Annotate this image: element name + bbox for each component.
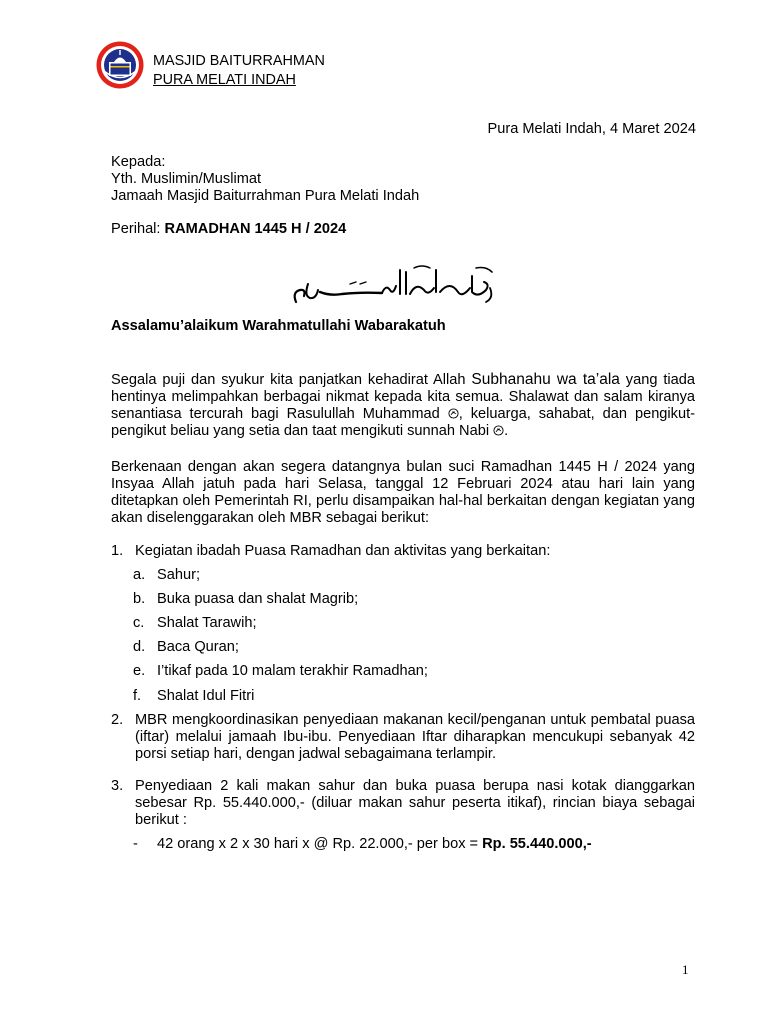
sub-item xyxy=(133,615,257,632)
cost-total: Rp. 55.440.000,- xyxy=(482,836,592,852)
mosque-logo-icon xyxy=(95,40,145,90)
sub-letter: c. xyxy=(133,615,145,631)
basmalah-calligraphy-icon xyxy=(290,262,498,306)
sub-letter: d. xyxy=(133,639,146,655)
to-line2: Jamaah Masjid Baiturrahman Pura Melati Indah xyxy=(111,188,420,204)
item-text: Kegiatan ibadah Puasa Ramadhan dan aktivitas yang berkaitan: xyxy=(135,543,551,559)
sub-text: I’tikaf pada 10 malam terakhir Ramadhan; xyxy=(157,663,428,679)
item-text: MBR mengkoordinasikan penyediaan makanan kecil/penganan untuk pembatal puasa (iftar) melalui jamaah Ibu-ibu. Penyediaan Iftar diharapkan mencukupi sebanyak 42 porsi setiap hari, dengan jadwal sebagaimana terlampir. xyxy=(135,712,695,762)
p1-subhanahu: Subhanahu wa ta’ala xyxy=(471,371,620,388)
cost-dash: - xyxy=(133,836,138,852)
sub-letter: f. xyxy=(133,688,142,704)
cost-formula: 42 orang x 2 x 30 hari x @ Rp. 22.000,- per box = xyxy=(157,836,483,852)
paragraph-1 xyxy=(111,371,695,440)
paragraph-2: Berkenaan dengan akan segera datangnya bulan suci Ramadhan 1445 H / 2024 yang Insyaa Allah jatuh pada hari Selasa, tanggal 12 Februari 2024 atau hari lain yang ditetapkan oleh Pemerintah RI, perlu disampaikan hal-hal berkaitan dengan kegiatan yang akan diselenggarakan oleh MBR sebagai berikut: xyxy=(111,459,695,526)
item-number: 1. xyxy=(111,543,124,559)
salawat-honorific-icon xyxy=(493,425,504,436)
item-number: 3. xyxy=(111,778,124,794)
org-name: MASJID BAITURRAHMAN xyxy=(153,53,325,69)
sub-item xyxy=(133,567,200,584)
sub-text: Sahur; xyxy=(157,567,200,583)
subject-label: Perihal: xyxy=(111,221,165,237)
salawat-honorific-icon xyxy=(448,408,459,419)
sub-letter: e. xyxy=(133,663,146,679)
sub-text: Shalat Tarawih; xyxy=(157,615,257,631)
sub-letter: a. xyxy=(133,567,146,583)
item-text: Penyediaan 2 kali makan sahur dan buka puasa berupa nasi kotak dianggarkan sebesar Rp. 55.440.000,- (diluar makan sahur peserta itikaf), rincian biaya sebagai berikut : xyxy=(135,778,695,828)
p1-text-c: , keluarga, sahabat, dan pengikut-pengikut beliau yang setia dan taat mengikuti sunnah Nabi xyxy=(111,406,695,439)
p1-text-a: Segala puji dan syukur kita panjatkan kehadirat Allah xyxy=(111,372,472,388)
sub-item xyxy=(133,688,254,705)
p1-text-b: yang tiada hentinya melimpahkan berbagai nikmat kepada kita semua. Shalawat dan salam kiranya senantiasa tercurah bagi Rasulullah Muhammad xyxy=(111,372,695,422)
sub-item xyxy=(133,591,358,608)
organization-header xyxy=(153,52,325,90)
sub-item xyxy=(133,639,239,656)
sub-letter: b. xyxy=(133,591,146,607)
subject-line xyxy=(111,221,346,237)
greeting: Assalamu’alaikum Warahmatullahi Wabarakatuh xyxy=(111,318,446,334)
to-line1: Yth. Muslimin/Muslimat xyxy=(111,171,262,187)
page-number: 1 xyxy=(682,962,689,977)
sub-item xyxy=(133,663,428,680)
sub-text: Shalat Idul Fitri xyxy=(157,688,255,704)
recipient-block xyxy=(111,154,419,205)
to-label: Kepada: xyxy=(111,154,166,170)
item-number: 2. xyxy=(111,712,124,728)
sub-text: Buka puasa dan shalat Magrib; xyxy=(157,591,359,607)
org-location: PURA MELATI INDAH xyxy=(153,72,296,88)
sub-text: Baca Quran; xyxy=(157,639,239,655)
p1-text-d: . xyxy=(504,423,509,439)
cost-line xyxy=(133,836,592,852)
place-date: Pura Melati Indah, 4 Maret 2024 xyxy=(487,121,696,137)
subject: RAMADHAN 1445 H / 2024 xyxy=(164,221,347,237)
